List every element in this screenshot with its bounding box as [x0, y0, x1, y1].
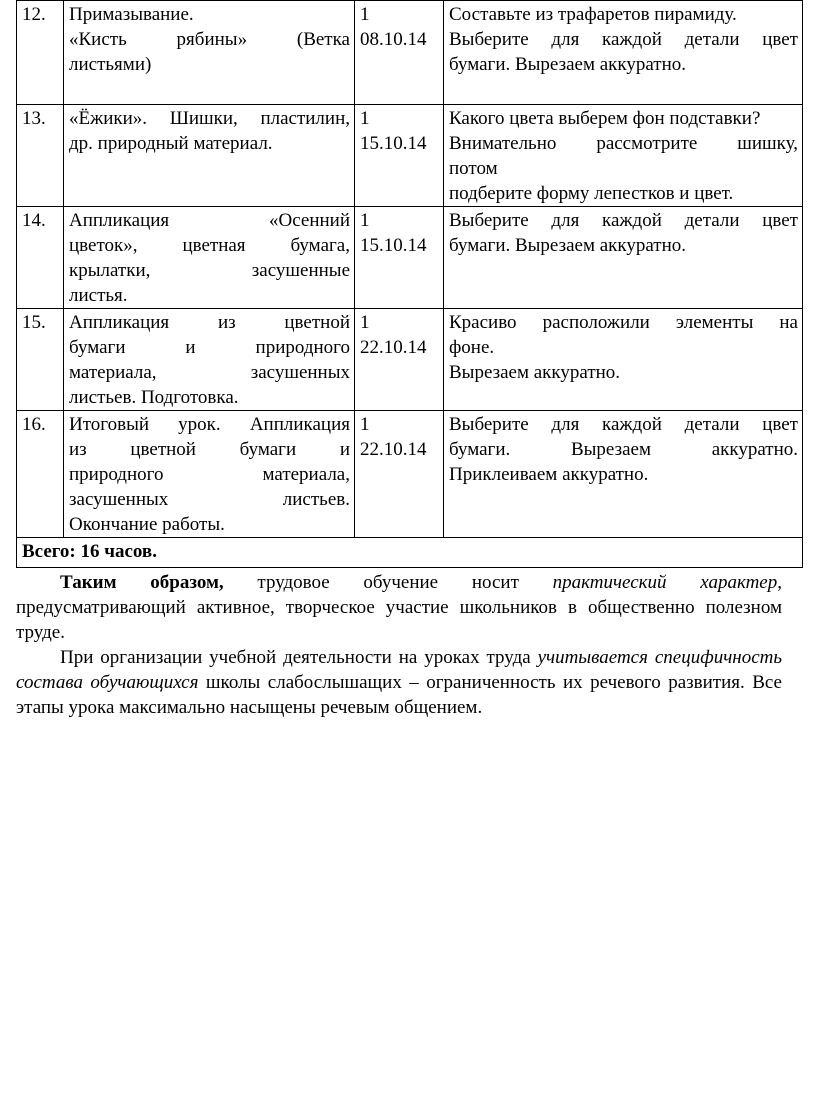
lesson-topic-line: из цветной бумаги и	[69, 439, 350, 460]
lesson-topic	[64, 207, 355, 309]
lesson-notes	[444, 309, 803, 411]
lesson-topic-line: цветок», цветная бумага,	[69, 235, 350, 256]
lesson-topic-line: листьев. Подготовка.	[69, 387, 239, 408]
lesson-hours: 1	[360, 312, 370, 333]
table-row	[17, 1, 803, 105]
lesson-notes	[444, 1, 803, 105]
lesson-topic-line: Аппликация из цветной	[69, 312, 350, 333]
total-row	[17, 538, 803, 568]
lesson-notes-line: Красиво расположили элементы на	[449, 312, 798, 333]
lesson-number: 16.	[17, 411, 64, 538]
organization-text-a: При организации учебной деятельности на уроках труда	[60, 647, 538, 668]
lesson-notes-line: бумаги. Вырезаем аккуратно.	[449, 54, 687, 75]
lesson-number: 12.	[17, 1, 64, 105]
table-row	[17, 105, 803, 207]
lesson-date: 22.10.14	[360, 439, 427, 460]
lesson-notes-line: подберите форму лепестков и цвет.	[449, 183, 734, 204]
lesson-hours-date	[355, 1, 444, 105]
lesson-topic	[64, 1, 355, 105]
conclusion-text	[16, 570, 782, 720]
lesson-topic-line: Примазывание.	[69, 4, 194, 25]
organization-emphasis: учитывается специфичность состава обучающихся	[16, 647, 782, 693]
lesson-topic-line: Итоговый урок. Аппликация	[69, 414, 350, 435]
lesson-date: 22.10.14	[360, 337, 427, 358]
lesson-plan-table-body	[17, 1, 803, 568]
lesson-topic-line: бумаги и природного	[69, 337, 350, 358]
lesson-notes-line: Вырезаем аккуратно.	[449, 362, 621, 383]
lesson-plan-table	[16, 0, 803, 568]
lesson-notes-line: фоне.	[449, 337, 495, 358]
lesson-number: 14.	[17, 207, 64, 309]
lesson-date: 08.10.14	[360, 29, 427, 50]
lesson-notes-line: Выберите для каждой детали цвет	[449, 29, 798, 50]
paragraph-conclusion	[16, 570, 782, 645]
lesson-topic	[64, 309, 355, 411]
lesson-hours-date	[355, 105, 444, 207]
lesson-date: 15.10.14	[360, 235, 427, 256]
lesson-number: 13.	[17, 105, 64, 207]
conclusion-lead: Таким образом,	[60, 572, 224, 593]
lesson-notes-line: Внимательно рассмотрите шишку,	[449, 133, 798, 154]
lesson-hours-date	[355, 207, 444, 309]
lesson-notes-line: Составьте из трафаретов пирамиду.	[449, 4, 737, 25]
table-row	[17, 309, 803, 411]
lesson-hours: 1	[360, 108, 370, 129]
lesson-hours-date	[355, 309, 444, 411]
lesson-notes	[444, 105, 803, 207]
lesson-notes	[444, 411, 803, 538]
lesson-notes-line: потом	[449, 158, 498, 179]
lesson-topic-line: «Кисть рябины» (Ветка	[69, 29, 350, 50]
lesson-notes-line: бумаги. Вырезаем аккуратно.	[449, 439, 798, 460]
table-row	[17, 411, 803, 538]
lesson-notes-line: Приклеиваем аккуратно.	[449, 464, 649, 485]
lesson-topic-line: листьями)	[69, 54, 152, 75]
lesson-topic	[64, 411, 355, 538]
lesson-topic-line: материала, засушенных	[69, 362, 350, 383]
lesson-hours-date	[355, 411, 444, 538]
organization-text-b: школы слабослышащих – ограниченность их речевого развития. Все этапы урока максимально насыщены речевым общением.	[16, 672, 782, 718]
lesson-topic-line: «Ёжики». Шишки, пластилин,	[69, 108, 350, 129]
lesson-topic-line: Аппликация «Осенний	[69, 210, 350, 231]
lesson-notes-line: Выберите для каждой детали цвет	[449, 414, 798, 435]
conclusion-text-b: , предусматривающий активное, творческое участие школьников в общественно полезном труде.	[16, 572, 782, 643]
lesson-notes-line: Выберите для каждой детали цвет	[449, 210, 798, 231]
lesson-notes	[444, 207, 803, 309]
lesson-hours: 1	[360, 414, 370, 435]
lesson-notes-line: бумаги. Вырезаем аккуратно.	[449, 235, 687, 256]
lesson-topic-line: др. природный материал.	[69, 133, 273, 154]
lesson-notes-line: Какого цвета выберем фон подставки?	[449, 108, 761, 129]
lesson-hours: 1	[360, 210, 370, 231]
lesson-hours: 1	[360, 4, 370, 25]
lesson-topic-line: крылатки, засушенные	[69, 260, 350, 281]
lesson-date: 15.10.14	[360, 133, 427, 154]
total-hours: Всего: 16 часов.	[17, 538, 803, 568]
lesson-topic-line: засушенных листьев.	[69, 489, 350, 510]
conclusion-emphasis: практический характер	[552, 572, 778, 593]
lesson-topic-line: природного материала,	[69, 464, 350, 485]
table-row	[17, 207, 803, 309]
lesson-topic-line: Окончание работы.	[69, 514, 225, 535]
lesson-number: 15.	[17, 309, 64, 411]
lesson-topic-line: листья.	[69, 285, 128, 306]
paragraph-organization	[16, 645, 782, 720]
conclusion-text-a: трудовое обучение носит	[223, 572, 553, 593]
lesson-topic	[64, 105, 355, 207]
